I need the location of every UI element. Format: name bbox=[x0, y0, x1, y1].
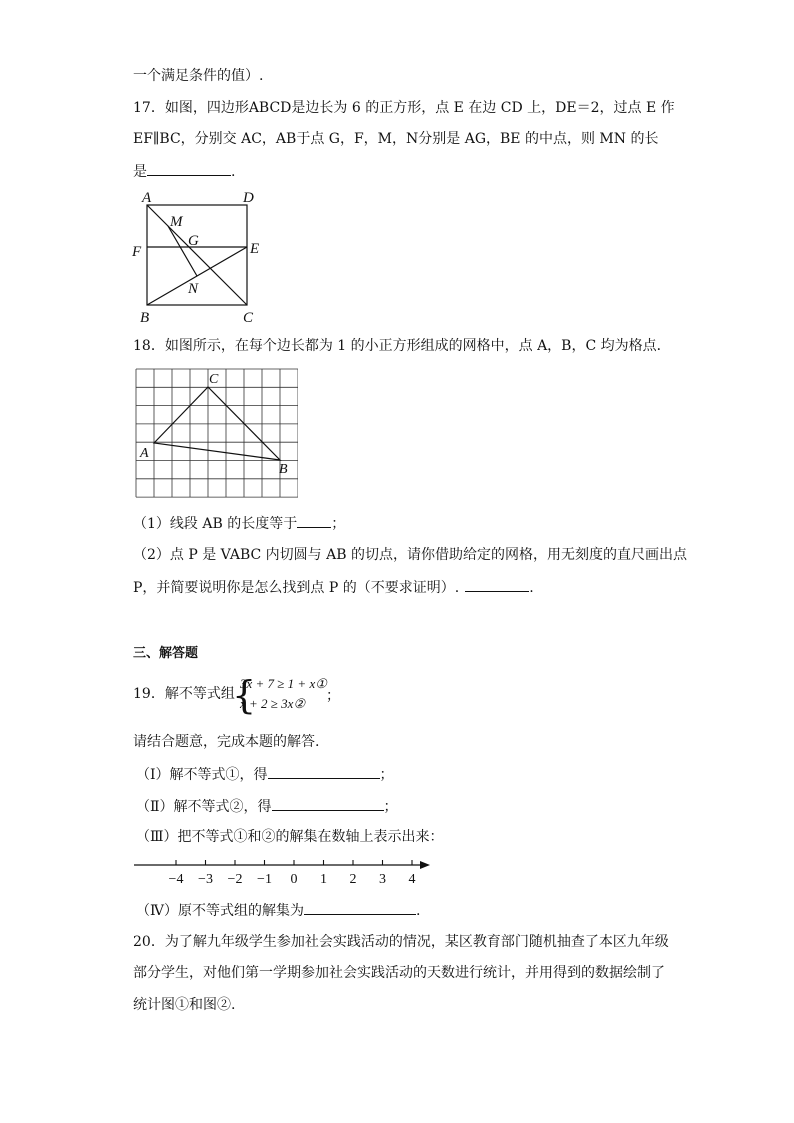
q18-sub1 bbox=[133, 513, 345, 534]
q17-line1: 17．如图，四边形ABCD是边长为 6 的正方形，点 E 在边 CD 上，DE＝2，过点 E 作 bbox=[133, 100, 675, 116]
q19-instruction: 请结合题意，完成本题的解答. bbox=[133, 734, 320, 750]
q18-sub2-line1: （2）点 P 是 VABC 内切圆与 AB 的切点，请你借助给定的网格，用无刻度的直尺画出点 bbox=[133, 547, 687, 563]
label-f: F bbox=[132, 244, 142, 260]
q17-line3-text: 是 bbox=[133, 164, 147, 180]
q19-step2 bbox=[136, 796, 398, 817]
q18-grid-figure bbox=[133, 366, 298, 500]
q19-step4-end: . bbox=[416, 903, 421, 919]
label-d: D bbox=[243, 190, 254, 206]
label-g: G bbox=[188, 233, 199, 249]
label-a: A bbox=[142, 190, 152, 206]
q19-suffix: ； bbox=[326, 688, 340, 704]
q18-sub1-end: ； bbox=[331, 516, 346, 532]
q17-line2: EF∥BC，分别交 AC，AB于点 G，F，M，N分别是 AG，BE 的中点，则 MN 的长 bbox=[133, 131, 659, 147]
q20-line1: 20．为了解九年级学生参加社会实践活动的情况，某区教育部门随机抽查了本区九年级 bbox=[133, 934, 669, 950]
number-line-tick-label: −1 bbox=[257, 872, 272, 887]
q19-step4 bbox=[136, 900, 420, 921]
number-line bbox=[130, 854, 435, 888]
label-b: B bbox=[140, 310, 150, 326]
number-line-ticks bbox=[169, 860, 416, 887]
number-line-tick-label: 0 bbox=[290, 872, 298, 887]
q18-sub1-blank bbox=[297, 513, 331, 528]
number-line-tick-label: 1 bbox=[320, 872, 327, 887]
q19-step4-blank bbox=[304, 900, 416, 915]
q18-line1: 18．如图所示，在每个边长都为 1 的小正方形组成的网格中，点 A，B，C 均为格点． bbox=[133, 338, 671, 354]
q18-sub2-text: P，并简要说明你是怎么找到点 P 的（不要求证明）. bbox=[133, 580, 460, 596]
grid-lines bbox=[136, 369, 298, 497]
q17-square-figure bbox=[130, 186, 270, 331]
number-line-tick-label: −3 bbox=[198, 872, 213, 887]
number-line-tick-label: −2 bbox=[227, 872, 243, 887]
q18-sub2-blank bbox=[465, 577, 529, 592]
q19-step3: （Ⅲ）把不等式①和②的解集在数轴上表示出来： bbox=[136, 829, 444, 845]
q19-ineq1: 3x + 7 ≥ 1 + x① bbox=[240, 676, 327, 691]
label-c: C bbox=[243, 310, 254, 326]
grid-label-c: C bbox=[209, 372, 219, 387]
q17-answer-blank bbox=[147, 161, 231, 176]
number-line-tick-label: 4 bbox=[408, 872, 416, 887]
number-line-tick-label: −4 bbox=[168, 872, 184, 887]
q19-step1-blank bbox=[268, 764, 380, 779]
q19-step1-end: ； bbox=[379, 767, 394, 783]
q19-step4-text: （Ⅳ）原不等式组的解集为 bbox=[136, 903, 304, 919]
grid-label-a: A bbox=[140, 446, 149, 461]
q19-brace: { bbox=[232, 673, 257, 717]
q19-step1 bbox=[136, 764, 394, 785]
q19-ineq2: x + 2 ≥ 3x② bbox=[240, 696, 306, 711]
q18-sub1-text: （1）线段 AB 的长度等于 bbox=[133, 516, 298, 532]
grid-label-b: B bbox=[279, 462, 288, 477]
q18-sub2-end: . bbox=[529, 580, 534, 596]
q17-line3 bbox=[133, 161, 235, 182]
section-heading: 三、解答题 bbox=[133, 646, 199, 661]
q18-sub2-line2 bbox=[133, 577, 534, 598]
label-m: M bbox=[170, 214, 183, 230]
q19-step1-text: （Ⅰ）解不等式①，得 bbox=[136, 767, 268, 783]
q20-line2: 部分学生，对他们第一学期参加社会实践活动的天数进行统计，并用得到的数据绘制了 bbox=[133, 965, 665, 981]
q17-line3-end: . bbox=[231, 164, 236, 180]
label-e: E bbox=[250, 241, 260, 257]
q19-step2-end: ； bbox=[383, 799, 398, 815]
number-line-tick-label: 3 bbox=[379, 872, 386, 887]
q19-prefix: 19．解不等式组 bbox=[133, 686, 235, 702]
number-line-arrow bbox=[420, 861, 430, 869]
number-line-tick-label: 2 bbox=[349, 872, 357, 887]
intro-tail: 一个满足条件的值）. bbox=[133, 68, 264, 84]
label-n: N bbox=[188, 281, 199, 297]
q19-step2-text: （Ⅱ）解不等式②，得 bbox=[136, 799, 272, 815]
q19-step2-blank bbox=[272, 796, 384, 811]
q20-line3: 统计图①和图②. bbox=[133, 997, 236, 1013]
